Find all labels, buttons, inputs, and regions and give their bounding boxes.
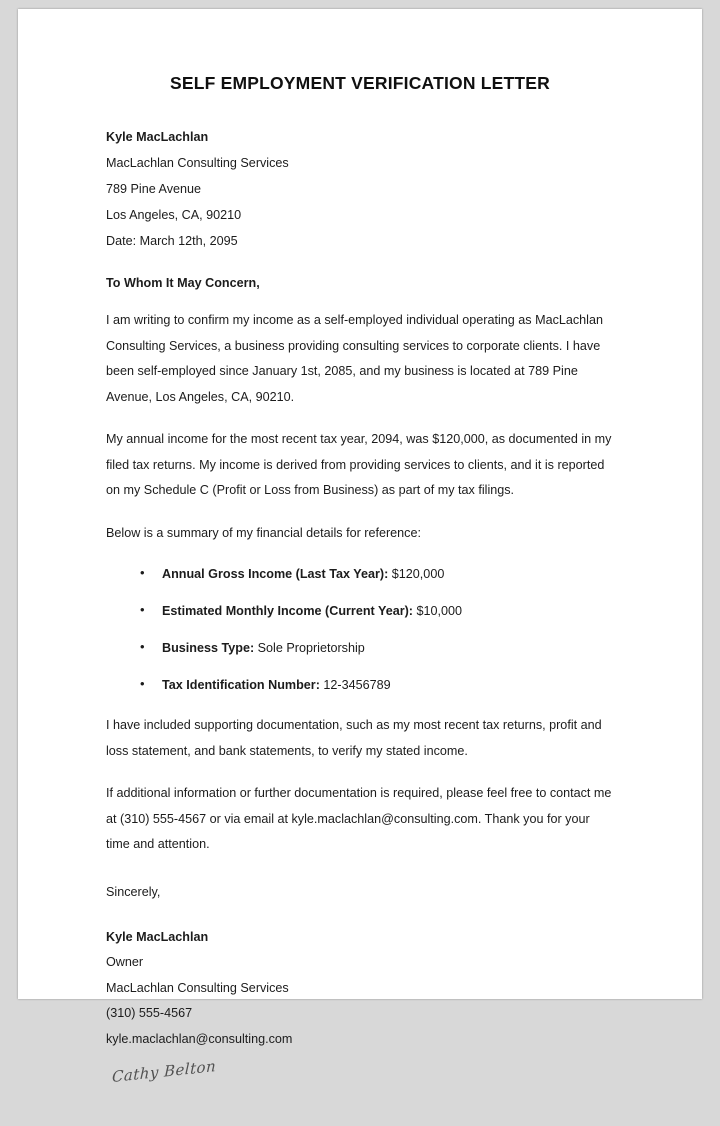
- sender-address-block: [106, 124, 614, 254]
- body-paragraph-3: Below is a summary of my financial details for reference:: [106, 525, 421, 540]
- list-item: [106, 638, 614, 658]
- detail-label: Annual Gross Income (Last Tax Year):: [162, 567, 389, 581]
- financial-details-list: [106, 564, 614, 695]
- detail-label: Tax Identification Number:: [162, 678, 320, 692]
- detail-label: Estimated Monthly Income (Current Year):: [162, 604, 413, 618]
- sender-street: 789 Pine Avenue: [106, 182, 202, 196]
- detail-value: 12-3456789: [319, 678, 391, 692]
- signoff-title: Owner: [106, 955, 144, 969]
- signoff-company: MacLachlan Consulting Services: [106, 980, 289, 995]
- signature-mark: Cathy Belton: [111, 1056, 217, 1087]
- signoff-email: kyle.maclachlan@consulting.com: [106, 1031, 293, 1046]
- body-paragraph-4: I have included supporting documentation, such as my most recent tax returns, profit and loss statement, and bank statements, to verify my stated income.: [106, 718, 602, 758]
- page-title: SELF EMPLOYMENT VERIFICATION LETTER: [169, 73, 550, 93]
- letter-page: [18, 9, 702, 1087]
- detail-value: $120,000: [388, 567, 445, 581]
- sender-company: MacLachlan Consulting Services: [106, 156, 289, 170]
- sender-name: Kyle MacLachlan: [106, 130, 209, 144]
- list-item: [106, 675, 614, 695]
- detail-value: $10,000: [413, 604, 463, 618]
- letter-date: Date: March 12th, 2095: [106, 234, 238, 248]
- letter-content: [18, 9, 702, 1126]
- sender-city-state-zip: Los Angeles, CA, 90210: [106, 208, 242, 222]
- detail-label: Business Type:: [162, 641, 255, 655]
- signoff-block: [106, 925, 614, 1053]
- body-paragraph-1: I am writing to confirm my income as a self-employed individual operating as MacLachlan Consulting Services, a business providing consulting services to corporate clients. I have been self-employed since January 1st, 2085, and my business is located at 789 Pine Avenue, Los Angeles, CA, 90210.: [106, 313, 603, 404]
- list-item: [106, 601, 614, 621]
- list-item: [106, 564, 614, 584]
- signoff-name: Kyle MacLachlan: [106, 929, 209, 944]
- detail-value: Sole Proprietorship: [254, 641, 365, 655]
- body-paragraph-5: If additional information or further documentation is required, please feel free to contact me at (310) 555-4567 or via email at kyle.maclachlan@consulting.com. Thank you for your time and attention.: [106, 786, 612, 851]
- salutation: To Whom It May Concern,: [106, 276, 260, 290]
- signoff-phone: (310) 555-4567: [106, 1006, 193, 1020]
- body-paragraph-2: My annual income for the most recent tax year, 2094, was $120,000, as documented in my filed tax returns. My income is derived from providing services to clients, and it is reported on my Schedule C (Profit or Loss from Business) as part of my tax filings.: [106, 432, 612, 497]
- closing-line: Sincerely,: [106, 884, 161, 899]
